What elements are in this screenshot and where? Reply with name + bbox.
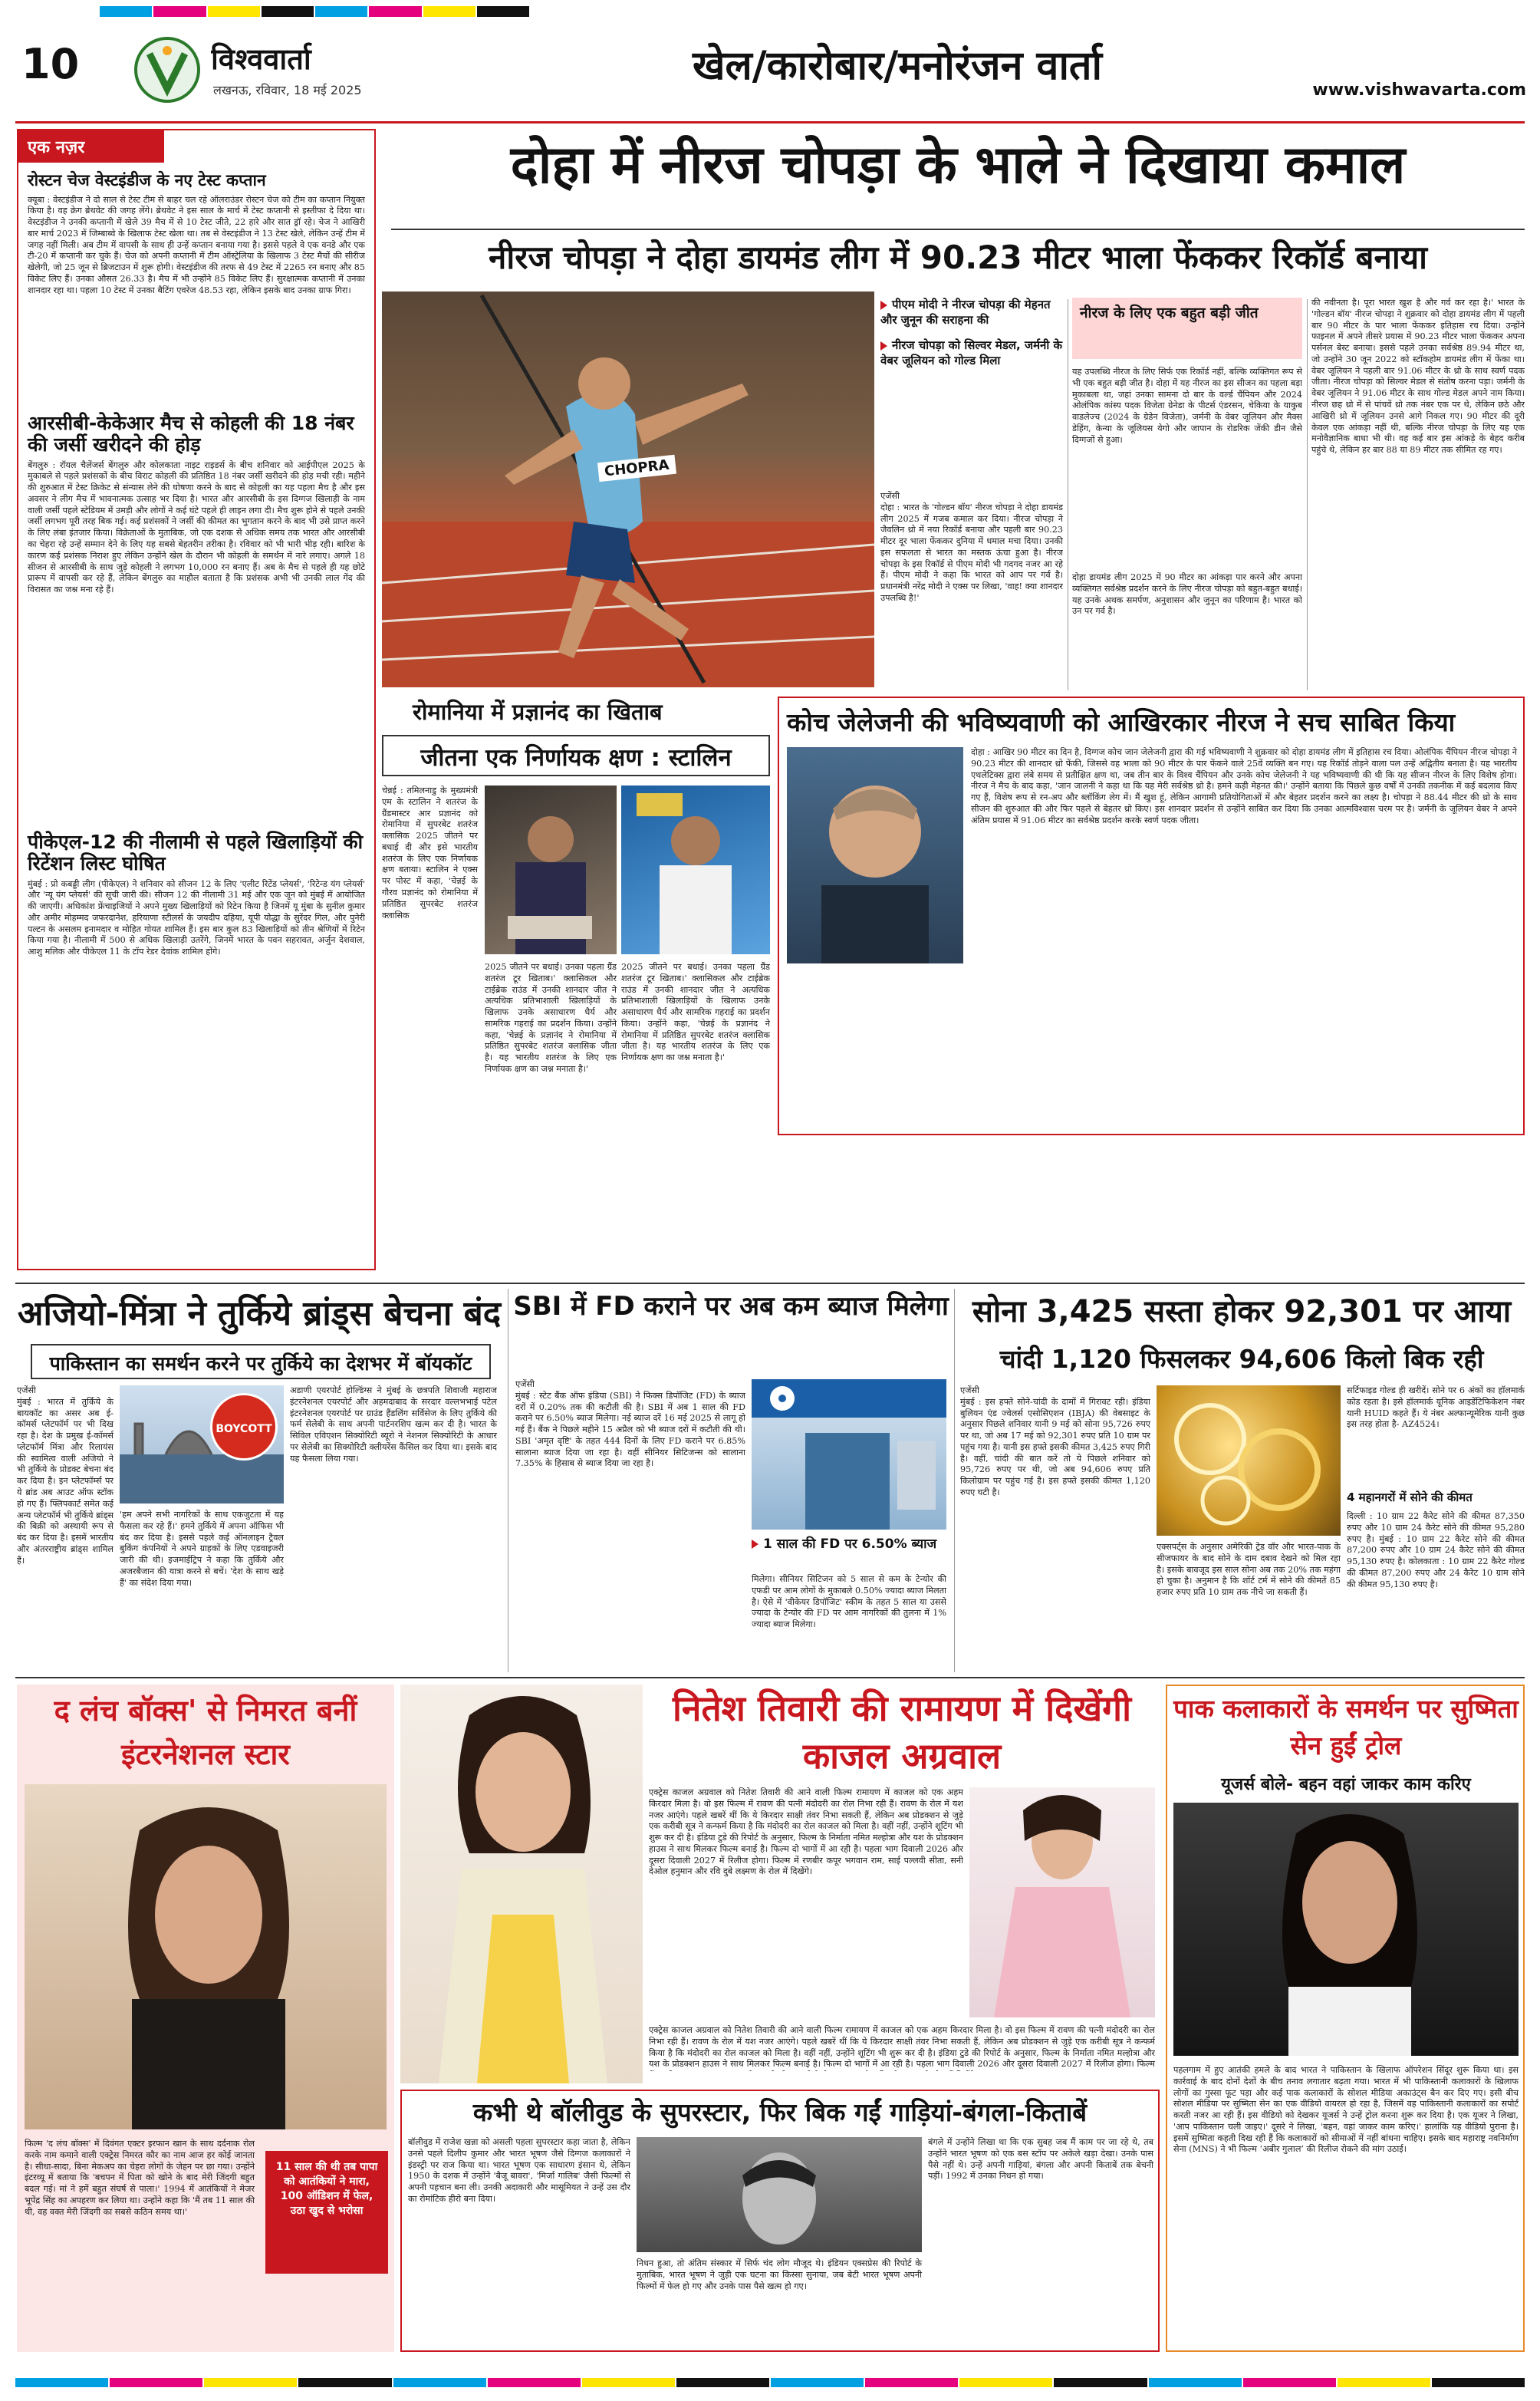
registration-strip-bottom <box>15 2378 1525 2387</box>
lead-bullets <box>880 298 1063 482</box>
gold-metro-body: दिल्ली : 10 ग्राम 22 कैरेट सोने की कीमत 87,350 रुपए और 10 ग्राम 24 कैरेट सोने की कीमत 95,280 रुपए है। मुंबई : 10 ग्राम 22 कैरेट सोने की कीमत 87,200 रुपए और 10 ग्राम 24 कैरेट सोने की कीमत 95,130 रुपए है। कोलकाता : 10 ग्राम 22 कैरेट गोल्ड की कीमत 87,200 रुपए और 24 कैरेट 10 ग्राम सोने की कीमत 95,130 रुपए है। <box>1347 1511 1525 1589</box>
gold-metro-title: 4 महानगरों में सोने की कीमत <box>1347 1490 1473 1504</box>
sidebar-story2-headline: आरसीबी-केकेआर मैच से कोहली की 18 नंबर की जर्सी खरीदने की होड़ <box>28 411 354 456</box>
lunchbox-headline: द लंच बॉक्स' से निमरत बनीं इंटरनेशनल स्टार <box>54 1694 357 1771</box>
kajal-aggarwal-photo-small <box>969 1787 1155 2017</box>
logo-text: विश्ववार्ता <box>211 42 311 76</box>
registration-strip-top <box>100 6 529 17</box>
gold-body-col2: एक्सपर्ट्स के अनुसार अमेरिकी ट्रेड वॉर और भारत-पाक के सीजफायर के बाद सोने के दाम दबाव देखने को मिल रहा है। इसके बावजूद इस साल सोना अब तक 20% तक महंगा हो चुका है। अनुमान है कि शॉर्ट टर्म में सोने की कीमतें 85 हजार रुपए प्रति 10 ग्राम तक नीचे जा सकती हैं। <box>1157 1542 1341 1598</box>
bollywood-story <box>400 2090 1160 2352</box>
bollywood-body-col2: निधन हुआ, तो अंतिम संस्कार में सिर्फ चंद लोग मौजूद थे। इंडियन एक्सप्रेस की रिपोर्ट के मुताबिक, भारत भूषण ने जुड़ी एक घटना का किस्सा सुनाया, जब बेटी भारत भूषण अपनी फिल्मों में फेल हो गए और उनके पास पैसे खत्म हो गए। <box>637 2258 922 2291</box>
turkey-city-photo <box>120 1385 284 1504</box>
coach-story <box>778 697 1525 1135</box>
lead-box-body: यह उपलब्धि नीरज के लिए सिर्फ एक रिकॉर्ड नहीं, बल्कि व्यक्तिगत रूप से भी एक बहुत बड़ी जीत है। दोहा में यह नीरज का इस सीजन का पहला बड़ा मुकाबला था, जहां उनका सामना दो बार के वर्ल्ड चैंपियन और 2024 ओलंपिक कांस्य पदक विजेता ग्रेनेडा के पीटर्स एंडरसन, चेकिया के याकुब वाडलेज्च (2024 के ग्रेडेन विजेता), जर्मनी के वेबर जूलियन और मैक्स डेहिंग, केन्या के जूलियस येगो और जापान के रोडरिक जेंकी डीन जैसे दिग्गजों से हुआ। <box>1072 367 1302 445</box>
pragnanandhaa-photo <box>485 786 617 954</box>
chess-headline-2: जीतना एक निर्णायक क्षण : स्टालिन <box>382 735 770 776</box>
kajal-headline: नितेश तिवारी की रामायण में दिखेंगी काजल अग्रवाल <box>673 1688 1131 1777</box>
chess-body-col1: चेन्नई : तमिलनाडु के मुख्यमंत्री एम के स्टालिन ने शतरंज के ग्रैंडमास्टर आर प्रज्ञानंद को रोमानिया में सुपरबेट शतरंज क्लासिक 2025 जीतने पर बधाई दी और इसे भारतीय शतरंज के लिए एक निर्णायक क्षण बताया। स्टालिन ने एक्स पर पोस्ट में कहा, 'चेन्नई के गौरव प्रज्ञानंद को रोमानिया में प्रतिष्ठित सुपरबेट शतरंज क्लासिक <box>382 786 478 921</box>
sidebar-story3-headline: पीकेएल-12 की नीलामी से पहले खिलाड़ियों की रिटेंशन लिस्ट घोषित <box>28 830 364 874</box>
lead-box-body2: दोहा डायमंड लीग 2025 में 90 मीटर का आंकड़ा पार करने और अपना व्यक्तिगत सर्वश्रेष्ठ प्रदर्शन करने के लिए नीरज चोपड़ा को बहुत-बहुत बधाई। यह उनके अथक समर्पण, अनुशासन और जुनून का परिणाम है। भारत को उन पर गर्व है। <box>1072 572 1302 617</box>
zelezny-photo <box>787 747 963 963</box>
lead-bullet-1: पीएम मोदी ने नीरज चोपड़ा की मेहनत और जुनून की सराहना की <box>880 298 1051 327</box>
sidebar-story2-body: बेंगलुरु : रॉयल चैलेंजर्स बेंगलुरु और कोलकाता नाइट राइडर्स के बीच शनिवार को आईपीएल 2025 के मुकाबले से पहले प्रशंसकों के बीच विराट कोहली की प्रतिष्ठित 18 नंबर जर्सी खरीदने की होड़ मची रही। महीने की शुरुआत में टेस्ट क्रिकेट से संन्यास लेने की घोषणा करने के बाद से कोहली का यह पहला मैच है और इस अवसर ने लीग मैच में भावनात्मक उत्साह भर दिया है। भारत और आरसीबी के इस दिग्गज खिलाड़ी के नाम वाली जर्सी पहले स्टेडियम में उमड़ी और लोगों ने कई घंटे पहले ही लाइन लगा दी। मैच शुरू होने से पहले उनकी जर्सी लगभग पूरी तरह बिक गई। कई प्रशंसकों ने जर्सी की कीमत का भुगतान करने के बाद भी उसे प्राप्त करने के लिए लंबा इंतजार किया। विक्रेताओं के मुताबिक, जो एक दशक से अधिक समय तक भारत और आरसीबी का चेहरा रहे उन्हें सम्मान देने के लिए यह सबसे बेहतरीन तरीका है। रविवार को भी भारी भीड़ रही। बारिश के कारण कई प्रशंसक निराश हुए लेकिन उन्होंने खेल के दौरान भी कोहली के समर्थन में नारे लगाए। अगले 18 सीजन से आरसीबी के साथ जुड़े कोहली ने लगभग 10,000 रन बनाए हैं। अब के मैच से पहले ही यह छोटे प्रारूप में वापसी कर रहे हैं, लेकिन बेंगलुरु का माहौल बताता है कि प्रशंसक अभी भी उनकी लाल गेंद की विरासत का जश्न मना रहे हैं। <box>28 459 365 595</box>
stalin-photo <box>621 786 770 954</box>
section-rule-2 <box>15 1283 1525 1284</box>
sidebar-box <box>17 129 376 1270</box>
lead-bullet-2: नीरज चोपड़ा को सिल्वर मेडल, जर्मनी के वेबर जूलियन को गोल्ड मिला <box>880 338 1063 367</box>
chess-body-col3: 2025 जीतने पर बधाई। उनका पहला ग्रैंड शतरंज टूर खिताब।' क्लासिकल और टाईब्रेक राउंड में उनकी शानदार जीत ने अत्यधिक प्रतिभाशाली खिलाड़ियों के खिलाफ उनके असाधारण धैर्य और सामरिक गहराई का प्रदर्शन किया। उन्होंने कहा, 'चेन्नई के प्रज्ञानंद ने रोमानिया में प्रतिष्ठित सुपरबेट शतरंज क्लासिक जीता है। यह भारतीय शतरंज के लिए एक निर्णायक क्षण का जश्न मनाता है।' <box>621 962 770 1063</box>
turkey-headline: अजियो-मिंत्रा ने तुर्किये ब्रांड्स बेचना बंद <box>17 1294 502 1333</box>
lunchbox-body: फिल्म 'द लंच बॉक्स' में दिवंगत एक्टर इरफान खान के साथ दर्दनाक रोल करके नाम कमाने वाली एक्ट्रेस निमरत कौर का नाम आज हर कोई जानता है। सीधा-सादा, बिना मेकअप का चेहरा लोगों के जेहन पर छा गया। उन्होंने इंटरव्यू में बताया कि 'बचपन में पिता को खोने के बाद मेरी जिंदगी बहुत बदल गई। मां ने हमें बहुत संघर्ष से पाला।' 1994 में आतंकियों ने मेजर भूपेंद्र सिंह का अपहरण कर लिया था। उन्होंने कहा कि 'मैं तब 11 साल की थी, वह वक्त मेरी जिंदगी का सबसे कठिन समय था।' <box>25 2139 255 2217</box>
triangle-bullet-icon <box>752 1540 758 1549</box>
lead-box-title: नीरज के लिए एक बहुत बड़ी जीत <box>1072 298 1302 359</box>
gold-body-col3: सर्टिफाइड गोल्ड ही खरीदें। सोने पर 6 अंकों का हॉलमार्क कोड रहता है। इसे हॉलमार्क यूनिक आइडेंटिफिकेशन नंबर यानी HUID कहते हैं। ये नंबर अल्फान्यूमेरिक यानी कुछ इस तरह होता है- AZ4524। <box>1347 1385 1525 1430</box>
triangle-bullet-icon <box>880 341 887 351</box>
website-link[interactable]: www.vishwavarta.com <box>1312 81 1526 100</box>
masthead-rule <box>15 121 1525 124</box>
turkey-body-col2: 'हम अपने सभी नागरिकों के साथ एकजुटता में यह फैसला कर रहे हैं।' हमने तुर्किये में अपना ऑफिस भी बंद कर दिया है। इससे पहले कई ऑनलाइन ट्रैवल बुकिंग कंपनियों ने अपने ग्राहकों के लिए एडवाइजरी जारी की थी। इजमाईट्रिप ने कहा कि तुर्किये और अजरबैजान की यात्रा करने से बचें। 'देश के साथ खड़े हैं' का संदेश दिया गया। <box>120 1510 284 1588</box>
athlete-bib: CHOPRA <box>597 455 676 482</box>
chess-body-col2: 2025 जीतने पर बधाई। उनका पहला ग्रैंड शतरंज टूर खिताब।' क्लासिकल और टाईब्रेक राउंड में उनकी शानदार जीत ने अत्यधिक प्रतिभाशाली खिलाड़ियों के खिलाफ उनके असाधारण धैर्य और सामरिक गहराई का प्रदर्शन किया। उन्होंने कहा, 'चेन्नई के प्रज्ञानंद ने रोमानिया में प्रतिष्ठित सुपरबेट शतरंज क्लासिक जीता है। यह भारतीय शतरंज के लिए एक निर्णायक क्षण का जश्न मनाता है।' <box>485 962 617 1075</box>
kajal-aggarwal-photo-large <box>400 1685 643 2083</box>
gold-jewellery-photo <box>1157 1385 1341 1536</box>
sushmita-story <box>1166 1685 1525 2352</box>
neeraj-chopra-photo <box>382 291 874 687</box>
kajal-body: एक्ट्रेस काजल अग्रवाल को नितेश तिवारी की आने वाली फिल्म रामायण में काजल को एक अहम किरदार मिला है। वो इस फिल्म में रावण की पत्नी मंदोदरी का रोल निभा रही हैं। रावण के रोल में यश नजर आएंगे। पहले खबरें थीं कि ये किरदार साक्षी तंवर निभा सकती हैं, लेकिन अब प्रोडक्शन से जुड़े एक करीबी सूत्र ने कन्फर्म किया है कि मंदोदरी का रोल काजल को मिला है। वहीं नहीं, उन्होंने शूटिंग भी शुरू कर दी है। इंडिया टुडे की रिपोर्ट के अनुसार, फिल्म के निर्माता नमित मल्होत्रा और यश के प्रोडक्शन हाउस ने साथ मिलकर फिल्म बनाई है। फिल्म दो भागों में आ रही है। पहला भाग दिवाली 2026 और दूसरा दिवाली 2027 में रिलीज होगा। फिल्म में रणबीर कपूर भगवान राम, साई पल्लवी सीता, सनी देओल हनुमान और रवि दुबे लक्ष्मण के रोल में दिखेंगे। <box>649 1787 963 1877</box>
sbi-caption: 1 साल की FD पर 6.50% ब्याज <box>752 1534 946 1571</box>
nimrat-kaur-photo <box>25 1784 387 2129</box>
kajal-body-cont: एक्ट्रेस काजल अग्रवाल को नितेश तिवारी की आने वाली फिल्म रामायण में काजल को एक अहम किरदार मिला है। वो इस फिल्म में रावण की पत्नी मंदोदरी का रोल निभा रही हैं। रावण के रोल में यश नजर आएंगे। पहले खबरें थीं कि ये किरदार साक्षी तंवर निभा सकती हैं, लेकिन अब प्रोडक्शन से जुड़े एक करीबी सूत्र ने कन्फर्म किया है कि मंदोदरी का रोल काजल को मिला है। वहीं नहीं, उन्होंने शूटिंग भी शुरू कर दी है। इंडिया टुडे की रिपोर्ट के अनुसार, फिल्म के निर्माता नमित मल्होत्रा और यश के प्रोडक्शन हाउस ने साथ मिलकर फिल्म बनाई है। फिल्म दो भागों में आ रही है। पहला भाग दिवाली 2026 और दूसरा दिवाली 2027 में रिलीज होगा। फिल्म <box>649 2025 1155 2070</box>
gold-body-col1: एजेंसी मुंबई : इस हफ्ते सोने-चांदी के दामों में गिरावट रही। इंडिया बुलियन एंड ज्वेलर्स एसोसिएशन (IBJA) की वेबसाइट के अनुसार पिछले शनिवार यानी 9 मई को सोना 95,726 रुपए पर था, जो अब 17 मई को 92,301 रुपए प्रति 10 ग्राम पर पहुंच गया है। यानी इस हफ्ते इसकी कीमत 3,425 रुपए गिरी है। वहीं, चांदी की बात करें तो ये पिछले शनिवार को 95,726 रुपए पर थी, जो अब 94,606 रुपए प्रति किलोग्राम पर पहुंच गई है। इस हफ्ते इसकी कीमत 1,120 रुपए घटी है। <box>960 1385 1150 1498</box>
city-date: लखनऊ, रविवार, 18 मई 2025 <box>213 83 362 97</box>
sbi-headline: SBI में FD कराने पर अब कम ब्याज मिलेगा <box>513 1291 949 1322</box>
sbi-body-col1: एजेंसी मुंबई : स्टेट बैंक ऑफ इंडिया (SBI) ने फिक्स डिपॉजिट (FD) के ब्याज दरों में 0.20% तक की कटौती की है। SBI में अब 1 साल की FD कराने पर 6.50% ब्याज मिलेगा। नई ब्याज दरें 16 मई 2025 से लागू हो गई हैं। बैंक ने पिछले महीने 15 अप्रैल को भी ब्याज दरों में कटौती की थी। SBI 'अमृत वृष्टि' के तहत 444 दिनों के लिए FD कराने पर 6.85% सालाना ब्याज दिया जा रहा है। वहीं सीनियर सिटिजन्स को सालाना 7.35% के हिसाब से ब्याज दिया जा रहा है। <box>515 1379 745 1469</box>
bollywood-headline: कभी थे बॉलीवुड के सुपरस्टार, फिर बिक गईं गाड़ियां-बंगला-किताबें <box>472 2097 1088 2127</box>
newspaper-logo-icon <box>134 37 200 103</box>
chess-story <box>382 697 770 1278</box>
sushmita-sen-photo <box>1173 1803 1519 2056</box>
turkey-subhead: पाकिस्तान का समर्थन करने पर तुर्किये का देशभर में बॉयकॉट <box>31 1344 491 1379</box>
sidebar-story1-body: क्यूबा : वेस्टइंडीज ने दो साल से टेस्ट टीम से बाहर चल रहे ऑलराउंडर रोस्टन चेज को टीम का कप्तान नियुक्त किया है। वह क्रेग ब्रेथवेट की जगह लेंगे। ब्रेथवेट ने इस साल के मार्च में टेस्ट कप्तानी से इस्तीफा दे दिया था। वेस्टइंडीज ने उनकी कप्तानी में खेले 39 मैच में से 10 टेस्ट जीते, 22 हारे और सात ड्रॉ रहे। चेज ने आखिरी बार मार्च 2023 में जिम्बाब्वे के खिलाफ टेस्ट खेला था। तब से वेस्टइंडीज ने 13 टेस्ट खेले, लेकिन उन्हें टीम में जगह नहीं मिली। अब टीम में वापसी के साथ ही उन्हें कप्तान बनाया गया है। इससे पहले वे एक वनडे और एक टी-20 में कप्तानी कर चुके हैं। चेज को अपनी कप्तानी में टीम ऑस्ट्रेलिया के खिलाफ 3 टेस्ट मैचों की सीरीज खेलेगी, जो 25 जून से ब्रिजटाउन में शुरू होगी। वेस्टइंडीज की तरफ से 49 टेस्ट में 2265 रन बनाए और 85 विकेट लिए हैं। उनका औसत 26.33 है। मैच में भी उन्होंने 85 विकेट लिए हैं। सुरक्षात्मक कप्तानी में उनका शानदार रहा था। पहला 10 टेस्ट में उनका बैटिंग एवरेज 48.53 रहा, लेकिन इसके बाद उनका ग्राफ गिरा। <box>28 194 365 295</box>
lead-col-divider-2 <box>1307 299 1308 690</box>
turkey-body-col1: एजेंसी मुंबई : भारत में तुर्किये के बायकॉट का असर अब ई-कॉमर्स प्लेटफॉर्म पर भी दिख रहा है। देश के प्रमुख ई-कॉमर्स प्लेटफॉर्म मिंत्रा और रिलायंस की स्वामित्व वाली अजियो ने भी तुर्किये के प्रोडक्ट बेचना बंद कर दिया है। इन प्लेटफॉर्म्स पर ये ब्रांड अब आउट ऑफ स्टॉक हो गए हैं। फ्लिपकार्ट समेत कई अन्य प्लेटफॉर्म भी तुर्किये ब्रांड्स की बिक्री को अस्थायी रूप से बंद कर दिया है। इसमें भारतीय और अंतरराष्ट्रीय ब्रांड्स शामिल हैं। <box>17 1385 114 1566</box>
sidebar-story3-body: मुंबई : प्रो कबड्डी लीग (पीकेएल) ने शनिवार को सीजन 12 के लिए 'एलीट रिटेंड प्लेयर्स', 'रिटेन्ड यंग प्लेयर्स' और 'न्यू यंग प्लेयर्स' की सूची जारी की। सीजन 12 की नीलामी 31 मई और एक जून को मुंबई में आयोजित की जाएगी। अधिकांश फ्रेंचाइजियों ने अपने मुख्य खिलाड़ियों को रिटेन किया है जिनमें यू मुंबा के सुनील कुमार और अमीर मोहम्मद जफरदानेश, हरियाणा स्टीलर्स के जयदीप दहिया, यूपी योद्धा के सुरेंदर गिल, और पुनेरी पल्टन के असलम इनामदार व मोहित गोयत शामिल हैं। इस बार कुल 83 खिलाड़ियों को तीन श्रेणियों में रिटेन किया गया है। नीलामी में 500 से अधिक खिलाड़ी उतरेंगे, जिनमें भारत के पवन सहरावत, अर्जुन देशवाल, आशु मलिक और पीकेएल 11 के टॉप रेडर देवांक शामिल होंगे। <box>28 878 365 957</box>
chess-headline-1: रोमानिया में प्रज्ञानंद का खिताब <box>413 699 663 725</box>
col-divider-sbi <box>954 1289 955 1672</box>
boycott-stamp: BOYCOTT <box>210 1393 278 1461</box>
turkey-body-col3: अडाणी एयरपोर्ट होल्डिंग्स ने मुंबई के छत्रपति शिवाजी महाराज इंटरनेशनल एयरपोर्ट और अहमदाबाद के सरदार वल्लभभाई पटेल इंटरनेशनल एयरपोर्ट पर ग्राउंड हैंडलिंग सर्विसेज के लिए तुर्किये की फर्म सेलेबी के साथ अपनी पार्टनरशिप खत्म कर दी है। भारत के सिविल एविएशन सिक्योरिटी ब्यूरो ने नेशनल सिक्योरिटी के आधार पर सेलेबी का सिक्योरिटी क्लीयरेंस कैंसिल कर दिया था। इसके बाद यह फैसला लिया गया। <box>290 1385 497 1464</box>
lead-subhead: नीरज चोपड़ा ने दोहा डायमंड लीग में 90.23 मीटर भाला फेंककर रिकॉर्ड बनाया <box>489 239 1427 276</box>
sbi-branch-photo <box>752 1379 946 1530</box>
sushmita-headline: पाक कलाकारों के समर्थन पर सुष्मिता सेन हुईं ट्रोल <box>1173 1694 1519 1760</box>
sbi-body-col2: मिलेगा। सीनियर सिटिजन को 5 साल से कम के टेन्योर की एफडी पर आम लोगों के मुकाबले 0.50% ज्यादा ब्याज मिलता है। ऐसे में 'वीकेयर डिपॉजिट' स्कीम के तहत 5 साल या उससे ज्यादा के टेन्योर की FD पर आम नागरिकों की तुलना में 1% ज्यादा ब्याज मिलेगा। <box>752 1574 946 1630</box>
sushmita-subhead: यूजर्स बोले- बहन वहां जाकर काम करिए <box>1221 1775 1471 1794</box>
lead-body-col3: की नवीनता है। पूरा भारत खुश है और गर्व कर रहा है।' भारत के 'गोल्डन बॉय' नीरज चोपड़ा ने शुक्रवार को दोहा डायमंड लीग में पहली बार 90 मीटर के पार भाला फेंककर इतिहास रच दिया। उन्होंने फाइनल में अपने तीसरे प्रयास में 90.23 मीटर भाला फेंककर अपना पर्सनल बेस्ट बनाया। इससे पहले उनका सर्वश्रेष्ठ 89.94 मीटर था, जो उन्होंने 30 जून 2022 को स्टॉकहोम डायमंड लीग में फेंका था। वेबर जूलियन ने पहली बार 91.06 मीटर के थ्रो के साथ स्वर्ण पदक जीता। नीरज चोपड़ा को सिल्वर मेडल से संतोष करना पड़ा। जर्मनी के वेबर जूलियन ने 91.06 मीटर के साथ गोल्ड मेडल अपने नाम किया। नीरज छह थ्रो में से पांचवें थ्रो तक नंबर एक पर थे, लेकिन छठे और आखिरी थ्रो में जूलियन उनसे आगे निकल गए। 90 मीटर की दूरी केवल एक आंकड़ा नहीं थी, बल्कि नीरज चोपड़ा के लिए यह एक मनोवैज्ञानिक बाधा भी थी। वह कई बार इस आंकड़े के बेहद करीब पहुंचे थे, लेकिन हर बार 88 या 89 मीटर तक सीमित रह गए। <box>1311 298 1525 456</box>
sidebar-story1-headline: रोस्टन चेज वेस्टइंडीज के नए टेस्ट कप्तान <box>28 171 266 189</box>
sidebar-label: एक नज़र <box>18 130 164 163</box>
gold-subhead: चांदी 1,120 फिसलकर 94,606 किलो बिक रही <box>999 1344 1484 1374</box>
coach-body: दोहा : आखिर 90 मीटर का दिन है, दिग्गज कोच जान जेलेजनी द्वारा की गई भविष्यवाणी ने शुक्रवार को दोहा डायमंड लीग में इतिहास रच दिया। ओलंपिक चैंपियन नीरज चोपड़ा ने 90.23 मीटर की शानदार थ्रो फेंकी, जिससे वह भाला को 90 मीटर के पार फेंकने वाले 25वें व्यक्ति बन गए। यह रिकॉर्ड तोड़ने वाला पल उन्हें अद्वितीय बनाता है। यह भारतीय एथलेटिक्स द्वारा लंबे समय से प्रतीक्षित क्षण था, जब तीन बार के विश्व चैंपियन और उनके कोच जेलेजनी ने यह भविष्यवाणी की थी कि यह सीजन नीरज के लिए विशेष होगा। नीरज ने मैच के बाद कहा, 'जान जालनी ने कहा था कि यह मेरी सर्वश्रेष्ठ थ्रो है। हमने कड़ी मेहनत की।' उन्होंने बताया कि पिछले कुछ वर्षों में उनकी तकनीक में कई बदलाव किए गए हैं, विशेष रूप से रन-अप और ब्लॉकिंग लेग में। मैं खुश हूं, लेकिन आगामी प्रतियोगिताओं में और बेहतर प्रदर्शन करने का लक्ष्य है। चोपड़ा ने 88.44 मीटर की थ्रो के साथ सीजन की शुरुआत की और फिर पहले से बेहतर थ्रो किए। इस शानदार प्रदर्शन से उन्होंने साबित कर दिया कि उनका आत्मविश्वास चरम पर है। जर्मनी के जूलियन वेबर ने अपने अंतिम प्रयास में 91.06 मीटर का सर्वश्रेष्ठ प्रदर्शन करके स्वर्ण पदक जीता। <box>971 747 1517 825</box>
lunchbox-story <box>17 1685 394 2352</box>
triangle-bullet-icon <box>880 301 887 310</box>
gold-headline: सोना 3,425 सस्ता होकर 92,301 पर आया <box>972 1294 1512 1329</box>
coach-headline: कोच जेलेजनी की भविष्यवाणी को आखिरकार नीरज ने सच साबित किया <box>787 707 1456 737</box>
lead-headline: दोहा में नीरज चोपड़ा के भाले ने दिखाया कमाल <box>510 135 1406 196</box>
lead-headline-rule <box>391 229 1525 230</box>
lead-body-col1: एजेंसी दोहा : भारत के 'गोल्डन बॉय' नीरज चोपड़ा ने दोहा डायमंड लीग 2025 में गजब कमाल कर दिया। नीरज चोपड़ा ने जैवलिन थ्रो में नया रिकॉर्ड बनाया और पहली बार 90.23 मीटर दूर भाला फेंककर दुनिया में धमाल मचा दिया। उनकी इस सफलता से भारत का मस्तक ऊंचा हुआ है। नीरज चोपड़ा के इस रिकॉर्ड से पीएम मोदी भी गदगद नजर आ रहे हैं। पीएम मोदी ने कहा कि भारत को आप पर गर्व है। प्रधानमंत्री नरेंद्र मोदी ने एक्स पर लिखा, 'वाह! क्या शानदार उपलब्धि है!' <box>880 491 1063 604</box>
section-rule-3 <box>15 1677 1525 1678</box>
bollywood-body-col3: बंगले में उन्होंने लिखा था कि एक सुबह जब मैं काम पर जा रहे थे, तब उन्होंने भारत भूषण को एक बस स्टॉप पर अकेले खड़ा देखा। उनके पास पैसे नहीं थे। उन्हें अपनी गाड़ियां, बंगला और अपनी किताबें तक बेचनी पड़ीं। 1992 में उनका निधन हो गया। <box>928 2137 1153 2182</box>
section-title: खेल/कारोबार/मनोरंजन वार्ता <box>692 43 1103 89</box>
lunchbox-quote: 11 साल की थी तब पापा को आतंकियों ने मारा, 100 ऑडिशन में फेल, उठा खुद से भरोसा <box>265 2151 388 2274</box>
bollywood-body-col1: बॉलीवुड में राजेश खन्ना को असली पहला सुपरस्टार कहा जाता है, लेकिन उनसे पहले दिलीप कुमार और भारत भूषण जैसे दिग्गज कलाकारों ने इंडस्ट्री पर राज किया था। भारत भूषण एक साधारण इंसान थे, लेकिन 1950 के दशक में उन्होंने 'बैजू बावरा', 'मिर्जा गालिब' जैसी फिल्मों से अपनी पहचान बना ली। उनकी अदाकारी और मासूमियत ने उन्हें उस दौर का रोमांटिक हीरो बना दिया। <box>408 2137 630 2204</box>
page-number: 10 <box>21 40 80 88</box>
sushmita-body: पहलगाम में हुए आतंकी हमले के बाद भारत ने पाकिस्तान के खिलाफ ऑपरेशन सिंदूर शुरू किया था। इस कार्रवाई के बाद दोनों देशों के बीच तनाव लगातार बढ़ता गया। भारत में भी पाकिस्तानी कलाकारों के खिलाफ लोगों का गुस्सा फूट पड़ा और कई पाक कलाकारों के सोशल मीडिया अकाउंट्स बैन कर दिए गए। इसी बीच सोशल मीडिया पर सुष्मिता सेन का एक वीडियो वायरल हो रहा है, जिसमें वह पाकिस्तानी कलाकारों का सपोर्ट करती नजर आ रही हैं। इस वीडियो को देखकर यूजर्स ने उन्हें ट्रोल करना शुरू कर दिया है। एक यूजर ने लिखा, 'आप पाकिस्तान चली जाइए।' दूसरे ने लिखा, 'बहन, वहां जाकर काम करिए।' हालांकि यह वीडियो पुराना है। इसमें सुष्मिता कहती दिख रही हैं कि कलाकारों को सीमाओं में नहीं बांधना चाहिए। इसके बाद महाराष्ट्र नवनिर्माण सेना (MNS) ने भी फिल्म ‘अबीर गुलाल’ की रिलीज रोकने की मांग उठाई। <box>1173 2065 1519 2155</box>
bharat-bhushan-photo <box>637 2137 922 2252</box>
